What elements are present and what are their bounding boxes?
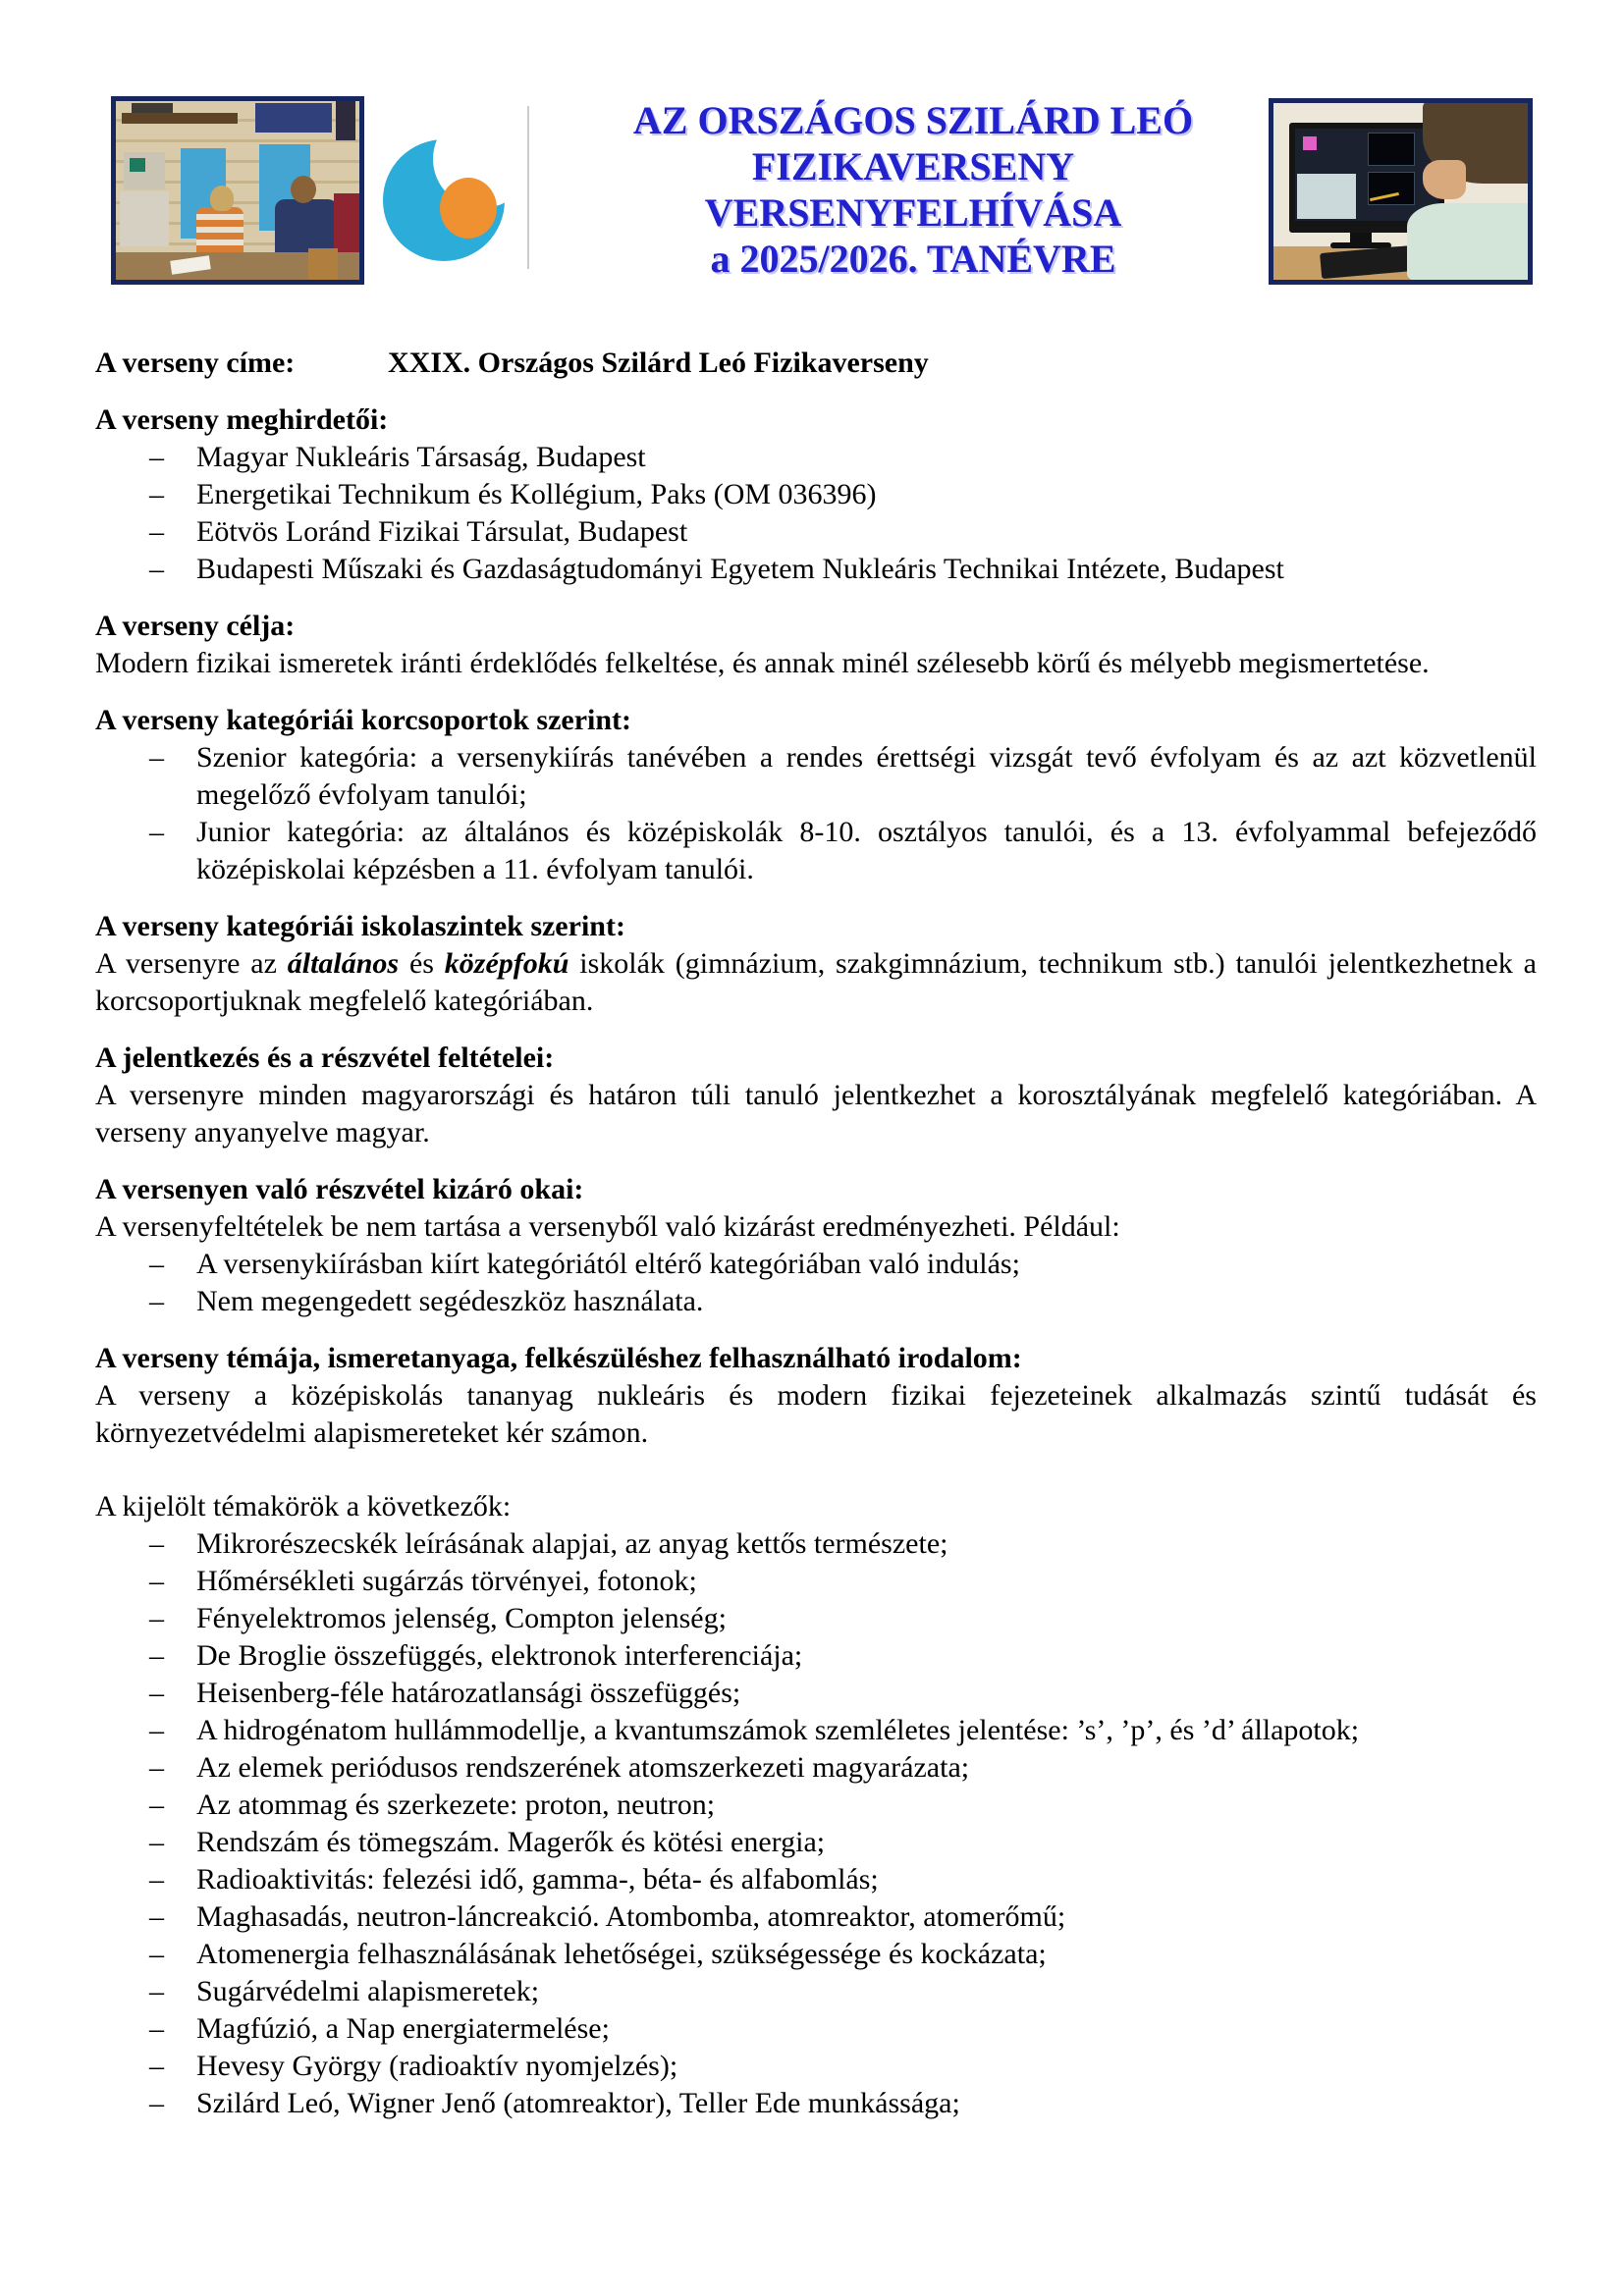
list-dash-icon: – (149, 478, 164, 510)
topics-intro: A kijelölt témakörök a következők: (95, 1490, 512, 1522)
list-dash-icon: – (149, 2087, 164, 2119)
title-line: AZ ORSZÁGOS SZILÁRD LEÓ (632, 98, 1194, 142)
list-item-text: A versenykiírásban kiírt kategóriától eltérő kategóriában való indulás; (196, 1248, 1020, 1280)
list-item-text: Radioaktivitás: felezési idő, gamma-, béta- és alfabomlás; (196, 1863, 879, 1896)
section-heading-application: A jelentkezés és a részvétel feltételei: (95, 1041, 555, 1074)
competition-logo (383, 118, 514, 265)
list-dash-icon: – (149, 1789, 164, 1821)
list-item (95, 439, 1537, 476)
list-dash-icon: – (149, 1751, 164, 1784)
lab-photo (111, 96, 364, 285)
list-item-text: Szenior kategória: a versenykiírás tanévében a rendes érettségi vizsgát tevő évfolyam és az azt közvetlenül megelőző évfolyam tanulói; (196, 741, 1537, 811)
section-heading-school-categories: A verseny kategóriái iskolaszintek szerint: (95, 910, 625, 942)
list-item-text: Maghasadás, neutron-láncreakció. Atombomba, atomreaktor, atomerőmű; (196, 1900, 1066, 1933)
list-item (95, 513, 1537, 551)
lab-shelf-items (132, 103, 173, 113)
screen-plot (1368, 133, 1415, 166)
list-item-text: Nem megengedett segédeszköz használata. (196, 1285, 704, 1317)
list-item-text: Magfúzió, a Nap energiatermelése; (196, 2012, 610, 2045)
list-dash-icon: – (149, 816, 164, 848)
list-dash-icon: – (149, 1565, 164, 1597)
lab-oscilloscope-screen (130, 158, 145, 172)
paragraph-subject: A verseny a középiskolás tananyag nukleáris és modern fizikai fejezeteinek alkalmazás szintű tudását és környezetvédelmi alapismereteket kér számon. (95, 1379, 1537, 1449)
list-dash-icon: – (149, 2012, 164, 2045)
emphasized-word: általános (287, 947, 400, 980)
lab-stool (308, 248, 338, 280)
list-dash-icon: – (149, 1285, 164, 1317)
list-item-text: Fényelektromos jelenség, Compton jelenség; (196, 1602, 727, 1634)
student-face (1423, 160, 1466, 199)
list-item (95, 1824, 1537, 1861)
emphasized-word: középfokú (444, 947, 569, 980)
list-dash-icon: – (149, 1714, 164, 1746)
list-dash-icon: – (149, 1863, 164, 1896)
lab-student-head (291, 176, 316, 203)
list-dash-icon: – (149, 1527, 164, 1560)
section-heading-announcers: A verseny meghirdetői: (95, 403, 389, 436)
list-item-text: Hőmérsékleti sugárzás törvényei, fotonok; (196, 1565, 697, 1597)
list-dash-icon: – (149, 553, 164, 585)
list-item-text: Rendszám és tömegszám. Magerők és kötési energia; (196, 1826, 826, 1858)
list-item (95, 476, 1537, 513)
title-line: VERSENYFELHÍVÁSA (704, 190, 1122, 235)
list-item (95, 1973, 1537, 2010)
list-item-text: Szilárd Leó, Wigner Jenő (atomreaktor), Teller Ede munkássága; (196, 2087, 960, 2119)
list-item (95, 1749, 1537, 1787)
list-item (95, 2010, 1537, 2048)
section-heading-subject: A verseny témája, ismeretanyaga, felkészüléshez felhasználható irodalom: (95, 1342, 1022, 1374)
list-item (95, 1600, 1537, 1637)
paragraph-application: A versenyre minden magyarországi és határon túli tanuló jelentkezhet a korosztályának megfelelő kategóriában. A verseny anyanyelve magyar. (95, 1079, 1537, 1148)
screen-window-pink (1303, 136, 1317, 150)
list-item-text: A hidrogénatom hullámmodellje, a kvantumszámok szemléletes jelentése: ’s’, ’p’, és ’d’ állapotok; (196, 1714, 1360, 1746)
lab-instrument (120, 191, 169, 246)
section-heading-exclusion: A versenyen való részvétel kizáró okai: (95, 1173, 584, 1205)
list-dash-icon: – (149, 1900, 164, 1933)
list-item (95, 2048, 1537, 2085)
list-item-text: Az elemek periódusos rendszerének atomszerkezeti magyarázata; (196, 1751, 970, 1784)
list-dash-icon: – (149, 1248, 164, 1280)
list-dash-icon: – (149, 1938, 164, 1970)
list-item (95, 1637, 1537, 1675)
competition-title-row (95, 345, 1537, 382)
header-divider (527, 106, 529, 269)
list-dash-icon: – (149, 1602, 164, 1634)
list-dash-icon: – (149, 1677, 164, 1709)
student-shirt (1407, 203, 1529, 282)
list-item (95, 739, 1537, 814)
list-dash-icon: – (149, 2050, 164, 2082)
page-title (550, 97, 1276, 282)
list-item-text: De Broglie összefüggés, elektronok interferenciája; (196, 1639, 803, 1672)
crescent-logo-icon (383, 118, 514, 265)
list-dash-icon: – (149, 1639, 164, 1672)
lab-shelf (122, 113, 238, 124)
section-heading-goal: A verseny célja: (95, 610, 296, 642)
paragraph-segment: és (399, 947, 445, 980)
list-item-text: Heisenberg-féle határozatlansági összefüggés; (196, 1677, 741, 1709)
section-heading-age-categories: A verseny kategóriái korcsoportok szerint: (95, 704, 632, 736)
lab-student-head (210, 186, 234, 211)
list-item (95, 814, 1537, 888)
list-item-text: Mikrorészecskék leírásának alapjai, az anyag kettős természete; (196, 1527, 948, 1560)
list-item (95, 1246, 1537, 1283)
list-item-text: Budapesti Műszaki és Gazdaságtudományi Egyetem Nukleáris Technikai Intézete, Budapest (196, 553, 1284, 585)
list-item (95, 1861, 1537, 1898)
competition-title-label: A verseny címe: (95, 347, 296, 379)
list-dash-icon: – (149, 441, 164, 473)
list-dash-icon: – (149, 1826, 164, 1858)
title-line: FIZIKAVERSENY (751, 144, 1075, 188)
paragraph-exclusion-intro: A versenyfeltételek be nem tartása a versenyből való kizárást eredményezheti. Például: (95, 1210, 1120, 1243)
list-item (95, 1675, 1537, 1712)
list-item (95, 1898, 1537, 1936)
list-item (95, 1283, 1537, 1320)
list-item (95, 551, 1537, 588)
paragraph-segment: A versenyre az (95, 947, 288, 980)
list-item-text: Az atommag és szerkezete: proton, neutron; (196, 1789, 716, 1821)
list-dash-icon: – (149, 1975, 164, 2007)
paragraph-goal: Modern fizikai ismeretek iránti érdeklődés felkeltése, és annak minél szélesebb körű és mélyebb megismertetése. (95, 647, 1430, 679)
competition-title-value: XXIX. Országos Szilárd Leó Fizikaverseny (388, 347, 929, 379)
computer-photo (1269, 98, 1533, 285)
list-item-text: Atomenergia felhasználásának lehetőségei, szükségessége és kockázata; (196, 1938, 1047, 1970)
list-item (95, 1712, 1537, 1749)
screen-panel (1297, 174, 1356, 219)
list-item (95, 2085, 1537, 2122)
list-item-text: Junior kategória: az általános és középiskolák 8-10. osztályos tanulói, és a 13. évfolyammal befejeződő középiskolai képzésben a 11. évfolyam tanulói. (196, 816, 1537, 885)
document-body (95, 345, 1537, 2122)
list-item (95, 1563, 1537, 1600)
lab-binders (255, 103, 332, 133)
paragraph-segment: iskolák (gimnázium, szakgimnázium, technikum stb.) tanulói jelentkezhetnek a korcsoportjuknak megfelelő kategóriában. (95, 947, 1537, 1017)
list-item-text: Sugárvédelmi alapismeretek; (196, 1975, 540, 2007)
list-item-text: Energetikai Technikum és Kollégium, Paks (OM 036396) (196, 478, 877, 510)
paragraph-school-categories (95, 945, 1537, 1020)
list-item (95, 1525, 1537, 1563)
list-item (95, 1936, 1537, 1973)
list-item-text: Eötvös Loránd Fizikai Társulat, Budapest (196, 515, 688, 548)
list-dash-icon: – (149, 741, 164, 774)
lab-picture-frame (336, 101, 355, 140)
title-line: a 2025/2026. TANÉVRE (710, 237, 1116, 281)
list-item-text: Hevesy György (radioaktív nyomjelzés); (196, 2050, 678, 2082)
list-dash-icon: – (149, 515, 164, 548)
list-item (95, 1787, 1537, 1824)
list-item-text: Magyar Nukleáris Társaság, Budapest (196, 441, 646, 473)
